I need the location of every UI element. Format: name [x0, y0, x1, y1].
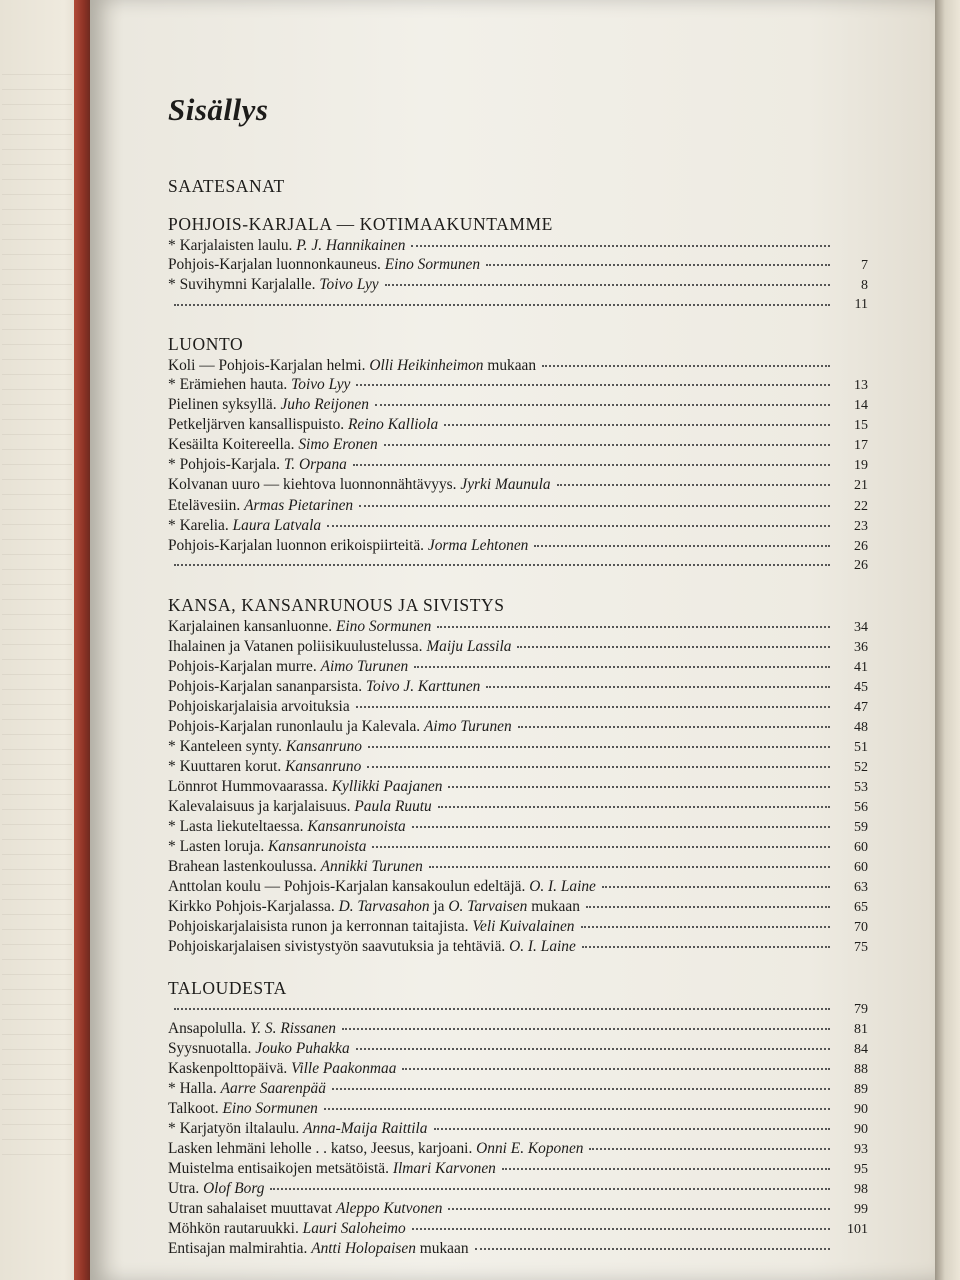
entry-text: Entisajan malmirahtia. [168, 1240, 308, 1258]
entry-author: Onni E. Koponen [476, 1139, 584, 1157]
entry-title [168, 496, 353, 515]
entry-author: Annikki Turunen [320, 858, 423, 876]
entry-star: * [168, 1079, 176, 1097]
toc-entry [168, 536, 868, 556]
page-number: 88 [854, 1061, 868, 1077]
entry-title [168, 1139, 583, 1158]
toc-entry [168, 415, 868, 435]
entry-author: Toivo Lyy [291, 376, 351, 394]
page-number: 14 [854, 398, 868, 414]
page-number: 89 [854, 1081, 868, 1097]
entry-text: Halla. [179, 1079, 217, 1097]
toc-entry [168, 435, 868, 455]
page-number: 13 [854, 378, 868, 394]
entry-author: Eino Sormunen [335, 617, 432, 635]
page-number: 48 [854, 719, 868, 735]
toc-entry [168, 375, 868, 395]
toc-entry [168, 1119, 868, 1139]
entry-author: Lauri Saloheimo [302, 1220, 406, 1238]
entry-author: Aarre Saarenpää [220, 1079, 326, 1097]
entry-title [168, 236, 405, 255]
entry-title [168, 1219, 406, 1238]
page-number: 26 [854, 538, 868, 554]
entry-author: Ilmari Karvonen [392, 1159, 496, 1177]
entry-text: Kesäilta Koitereella. [168, 436, 295, 454]
entry-text: Lasten loruja. [179, 838, 265, 856]
entry-title [168, 455, 347, 474]
page-number: 95 [854, 1161, 868, 1177]
entry-text: Pohjois-Karjalan runonlaulu ja Kalevala. [168, 717, 421, 735]
page-number: 63 [854, 880, 868, 896]
table-of-contents [168, 92, 868, 1278]
preface-heading: SAATESANAT [168, 176, 285, 196]
entry-author: Kansanrunoista [307, 818, 406, 836]
section-heading: POHJOIS-KARJALA — KOTIMAAKUNTAMME [168, 214, 553, 234]
entry-title [168, 637, 511, 656]
dot-leader [270, 1188, 830, 1190]
toc-entry [168, 1179, 868, 1199]
dot-leader [356, 1048, 830, 1050]
entry-suffix: mukaan [487, 357, 537, 375]
entry-title [168, 536, 528, 555]
entry-author: T. Orpana [283, 456, 347, 474]
entry-author: Anna-Maija Raittila [303, 1119, 428, 1137]
entry-title [168, 1079, 326, 1098]
entry-text: Karjatyön iltalaulu. [179, 1119, 300, 1137]
entry-text: Lönnrot Hummovaarassa. [168, 778, 328, 796]
entry-text: Möhkön rautaruukki. [168, 1220, 299, 1238]
page-number: 23 [854, 518, 868, 534]
entry-text: Ansapolulla. [168, 1019, 247, 1037]
entry-title [168, 937, 576, 956]
entry-title [168, 737, 362, 756]
page-number: 98 [854, 1181, 868, 1197]
dot-leader [486, 686, 830, 688]
dot-leader [434, 1128, 831, 1130]
page-number: 36 [854, 639, 868, 655]
toc-entry [168, 1019, 868, 1039]
entry-title [168, 917, 575, 936]
toc-entry [168, 677, 868, 697]
entry-text: Kaskenpolttopäivä. [168, 1059, 288, 1077]
entry-title [168, 395, 369, 414]
toc-section [168, 334, 868, 575]
dot-leader [412, 1228, 830, 1230]
toc-entry [168, 777, 868, 797]
entry-text: Syysnuotalla. [168, 1039, 252, 1057]
toc-entry [168, 817, 868, 837]
entry-suffix: mukaan [419, 1240, 469, 1258]
entry-title [168, 757, 361, 776]
section-heading: KANSA, KANSANRUNOUS JA SIVISTYS [168, 594, 505, 615]
toc-entry [168, 455, 868, 475]
page-number: 79 [854, 1001, 868, 1017]
page-number: 11 [854, 297, 868, 313]
dot-leader [327, 525, 830, 527]
toc-entry [168, 255, 868, 275]
entry-author: Kansanruno [285, 737, 362, 755]
entry-title [168, 717, 512, 736]
entry-text: Etelävesiin. [168, 496, 241, 514]
entry-star: * [168, 1119, 176, 1137]
entry-title [168, 1179, 264, 1198]
toc-entry [168, 1079, 868, 1099]
dot-leader [356, 706, 830, 708]
page-stack-edge [935, 0, 960, 1280]
page-number: 19 [854, 458, 868, 474]
page-number: 60 [854, 840, 868, 856]
page-number: 90 [854, 1121, 868, 1137]
toc-entry [168, 637, 868, 657]
page-number: 65 [854, 900, 868, 916]
page-number: 99 [854, 1201, 868, 1217]
page-number: 45 [854, 679, 868, 695]
dot-leader [542, 365, 830, 367]
dot-leader [557, 484, 830, 486]
toc-entry [168, 1199, 868, 1219]
toc-entry [168, 617, 868, 637]
page-number: 47 [854, 699, 868, 715]
entry-text: Karjalaisten laulu. [179, 237, 293, 254]
dot-leader [448, 1208, 830, 1210]
entry-text: Pohjoiskarjalaisia arvoituksia [168, 697, 350, 715]
page-number: 17 [854, 438, 868, 454]
page-number: 60 [854, 860, 868, 876]
dot-leader [586, 906, 830, 908]
toc-entry [168, 897, 868, 917]
entry-text: Pohjois-Karjalan murre. [168, 657, 317, 675]
dot-leader [402, 1068, 830, 1070]
entry-author: O. I. Laine [509, 938, 576, 956]
entry-text: Lasta liekuteltaessa. [179, 818, 304, 836]
entry-author: D. Tarvasahon [338, 898, 430, 916]
toc-entry [168, 475, 868, 495]
toc-entry [168, 797, 868, 817]
entry-title [168, 275, 379, 294]
page-number: 52 [854, 760, 868, 776]
entry-star: * [168, 237, 176, 254]
dot-leader [372, 846, 830, 848]
entry-star: * [168, 516, 176, 534]
entry-author: Reino Kalliola [347, 416, 439, 434]
toc-section [168, 595, 868, 958]
dot-leader [534, 545, 830, 547]
entry-author: Kansanrunoista [268, 838, 367, 856]
toc-section [168, 214, 868, 314]
page-number: 93 [854, 1141, 868, 1157]
page-number: 22 [854, 498, 868, 514]
toc-entry [168, 937, 868, 957]
page-number: 51 [854, 739, 868, 755]
entry-author: Jyrki Maunula [460, 476, 551, 494]
entry-text: Kolvanan uuro — kiehtova luonnonnähtävyys. [168, 476, 457, 494]
entry-title [168, 1059, 396, 1078]
page-number: 81 [854, 1021, 868, 1037]
dot-leader [448, 786, 830, 788]
entry-author: O. I. Laine [529, 878, 596, 896]
entry-author: Olof Borg [203, 1179, 265, 1197]
page-number: 34 [854, 619, 868, 635]
dot-leader [517, 646, 830, 648]
entry-title [168, 797, 432, 816]
entry-text: Pohjois-Karjala. [179, 456, 281, 474]
entry-title [168, 897, 580, 916]
dot-leader [438, 806, 830, 808]
page-number: 70 [854, 920, 868, 936]
section-heading: LUONTO [168, 334, 244, 355]
toc-entry [168, 657, 868, 677]
entry-author: Maiju Lassila [426, 637, 512, 655]
entry-text: Ihalainen ja Vatanen poliisikuulustelussa. [168, 637, 423, 655]
entry-title [168, 1199, 442, 1218]
dot-leader [411, 245, 830, 247]
entry-author: Simo Eronen [298, 436, 378, 454]
entry-author: Eino Sormunen [384, 256, 481, 274]
page-number: 101 [847, 1222, 868, 1238]
dot-leader [174, 1008, 830, 1010]
dot-leader [502, 1168, 830, 1170]
book-cover-edge [74, 0, 90, 1280]
toc-entry [168, 236, 868, 255]
entry-author: Toivo J. Karttunen [365, 677, 481, 695]
entry-text: Karjalainen kansanluonne. [168, 617, 333, 635]
toc-entry [168, 496, 868, 516]
entry-text: Utran sahalaiset muuttavat [168, 1199, 333, 1217]
entry-text: Koli — Pohjois-Karjalan helmi. [168, 357, 366, 375]
toc-entry [168, 1239, 868, 1258]
entry-star: * [168, 838, 176, 856]
dot-leader [429, 866, 830, 868]
entry-star: * [168, 737, 176, 755]
page-number: 21 [854, 478, 868, 494]
entry-title [168, 1039, 350, 1058]
entry-title [168, 657, 408, 676]
toc-entry [168, 1059, 868, 1079]
dot-leader [412, 826, 830, 828]
entry-text: Karelia. [179, 516, 229, 534]
toc-entry [168, 717, 868, 737]
entry-title [168, 415, 438, 434]
dot-leader [359, 505, 830, 507]
entry-author: Eino Sormunen [222, 1099, 318, 1117]
toc-entry [168, 1039, 868, 1059]
entry-title [168, 255, 480, 274]
entry-author: Juho Reijonen [280, 396, 369, 414]
toc-section [168, 978, 868, 1259]
toc-sections [168, 214, 868, 1258]
page-number: 75 [854, 940, 868, 956]
entry-author: Ville Paakonmaa [291, 1059, 397, 1077]
entry-author-2: O. Tarvaisen [448, 898, 528, 916]
entry-title [168, 1159, 496, 1178]
entry-text: Erämiehen hauta. [179, 376, 288, 394]
page-number: 15 [854, 418, 868, 434]
entry-author: Kyllikki Paajanen [331, 778, 443, 796]
entry-author: P. J. Hannikainen [296, 237, 406, 254]
entry-title [168, 877, 596, 896]
entry-title [168, 857, 423, 876]
dot-leader [342, 1028, 830, 1030]
toc-entry [168, 837, 868, 857]
page-number: 84 [854, 1041, 868, 1057]
entry-author: Jouko Puhakka [255, 1039, 350, 1057]
entry-star: * [168, 758, 176, 776]
entry-text: Kuuttaren korut. [179, 758, 282, 776]
dot-leader [332, 1088, 830, 1090]
entry-author: Armas Pietarinen [244, 496, 354, 514]
toc-entry [168, 1159, 868, 1179]
dot-leader [444, 424, 830, 426]
book-page [90, 0, 935, 1280]
page-number: 90 [854, 1101, 868, 1117]
page-number: 56 [854, 800, 868, 816]
toc-entry [168, 395, 868, 415]
entry-title [168, 677, 480, 696]
entry-title [168, 777, 442, 796]
toc-entry [168, 697, 868, 717]
entry-text: Anttolan koulu — Pohjois-Karjalan kansakoulun edeltäjä. [168, 878, 526, 896]
entry-title [168, 475, 551, 494]
dot-leader [385, 284, 830, 286]
entry-text: Kalevalaisuus ja karjalaisuus. [168, 798, 351, 816]
entry-author: Kansanruno [285, 758, 362, 776]
toc-entry [168, 356, 868, 375]
page-number: 53 [854, 780, 868, 796]
entry-author: Jorma Lehtonen [427, 536, 529, 554]
entry-author: Aimo Turunen [320, 657, 409, 675]
dot-leader [589, 1148, 830, 1150]
dot-leader [582, 946, 830, 948]
entry-suffix-2: mukaan [531, 898, 580, 916]
toc-entry [168, 516, 868, 536]
entry-text: Pielinen syksyllä. [168, 396, 277, 414]
entry-text: Pohjois-Karjalan luonnon erikoispiirteitä. [168, 536, 425, 554]
toc-entry [168, 877, 868, 897]
entry-title [168, 516, 321, 535]
entry-author: Aimo Turunen [424, 717, 512, 735]
toc-entry [168, 1000, 868, 1019]
section-heading: TALOUDESTA [168, 977, 287, 998]
dot-leader [356, 384, 830, 386]
entry-text: Kanteleen synty. [179, 737, 282, 755]
entry-author: Laura Latvala [232, 516, 322, 534]
toc-entry [168, 917, 868, 937]
entry-title [168, 1239, 469, 1258]
dot-leader [384, 444, 830, 446]
page-number: 41 [854, 659, 868, 675]
page-number: 8 [861, 278, 868, 294]
entry-author: Olli Heikinheimon [369, 357, 484, 375]
entry-title [168, 1099, 318, 1118]
entry-text: Pohjoiskarjalaisen sivistystyön saavutuksia ja tehtäviä. [168, 938, 506, 956]
entry-star: * [168, 376, 176, 394]
toc-entry [168, 1219, 868, 1239]
dot-leader [375, 404, 830, 406]
entry-title [168, 356, 536, 375]
dot-leader [437, 626, 830, 628]
entry-text: Pohjois-Karjalan sananparsista. [168, 677, 363, 695]
toc-entry [168, 757, 868, 777]
dot-leader [475, 1248, 830, 1250]
page-number: 7 [861, 258, 868, 274]
entry-author: Toivo Lyy [319, 276, 379, 294]
page-number: 59 [854, 820, 868, 836]
entry-star: * [168, 818, 176, 836]
entry-text: Suvihymni Karjalalle. [179, 276, 316, 294]
entry-text: Pohjoiskarjalaisista runon ja kerronnan taitajista. [168, 918, 469, 936]
entry-author: Aleppo Kutvonen [335, 1199, 443, 1217]
entry-text: Lasken lehmäni leholle . . katso, Jeesus, karjoani. [168, 1139, 473, 1157]
entry-text: Pohjois-Karjalan luonnonkauneus. [168, 256, 381, 274]
entry-star: * [168, 456, 176, 474]
toc-entry [168, 556, 868, 575]
entry-author: Paula Ruutu [354, 798, 432, 816]
dot-leader [414, 666, 830, 668]
page-number: 26 [854, 557, 868, 573]
entry-author: Antti Holopaisen [311, 1240, 416, 1258]
entry-suffix: ja [433, 898, 445, 916]
dot-leader [353, 464, 830, 466]
dot-leader [324, 1108, 830, 1110]
entry-title [168, 1119, 428, 1138]
entry-text: Muistelma entisaikojen metsätöistä. [168, 1159, 389, 1177]
dot-leader [368, 746, 830, 748]
dot-leader [367, 766, 830, 768]
entry-title [168, 697, 350, 716]
entry-title [168, 375, 350, 394]
dot-leader [602, 886, 830, 888]
toc-entry [168, 1139, 868, 1159]
entry-text: Talkoot. [168, 1099, 219, 1117]
entry-title [168, 435, 378, 454]
dot-leader [518, 726, 830, 728]
entry-author: Veli Kuivalainen [472, 918, 575, 936]
entry-star: * [168, 276, 176, 294]
entry-author: Y. S. Rissanen [250, 1019, 336, 1037]
entry-text: Utra. [168, 1179, 200, 1197]
entry-title [168, 817, 406, 836]
toc-entry [168, 857, 868, 877]
toc-entry [168, 275, 868, 295]
dot-leader [581, 926, 830, 928]
toc-entry [168, 295, 868, 314]
toc-entry [168, 1099, 868, 1119]
entry-text: Brahean lastenkoulussa. [168, 858, 317, 876]
page-title: Sisällys [168, 92, 269, 127]
entry-text: Petkeljärven kansallispuisto. [168, 416, 345, 434]
entry-title [168, 617, 431, 636]
entry-title [168, 837, 366, 856]
dot-leader [486, 264, 830, 266]
dot-leader [174, 304, 830, 306]
entry-text: Kirkko Pohjois-Karjalassa. [168, 898, 335, 916]
entry-title [168, 1019, 336, 1038]
toc-entry [168, 737, 868, 757]
dot-leader [174, 564, 830, 566]
